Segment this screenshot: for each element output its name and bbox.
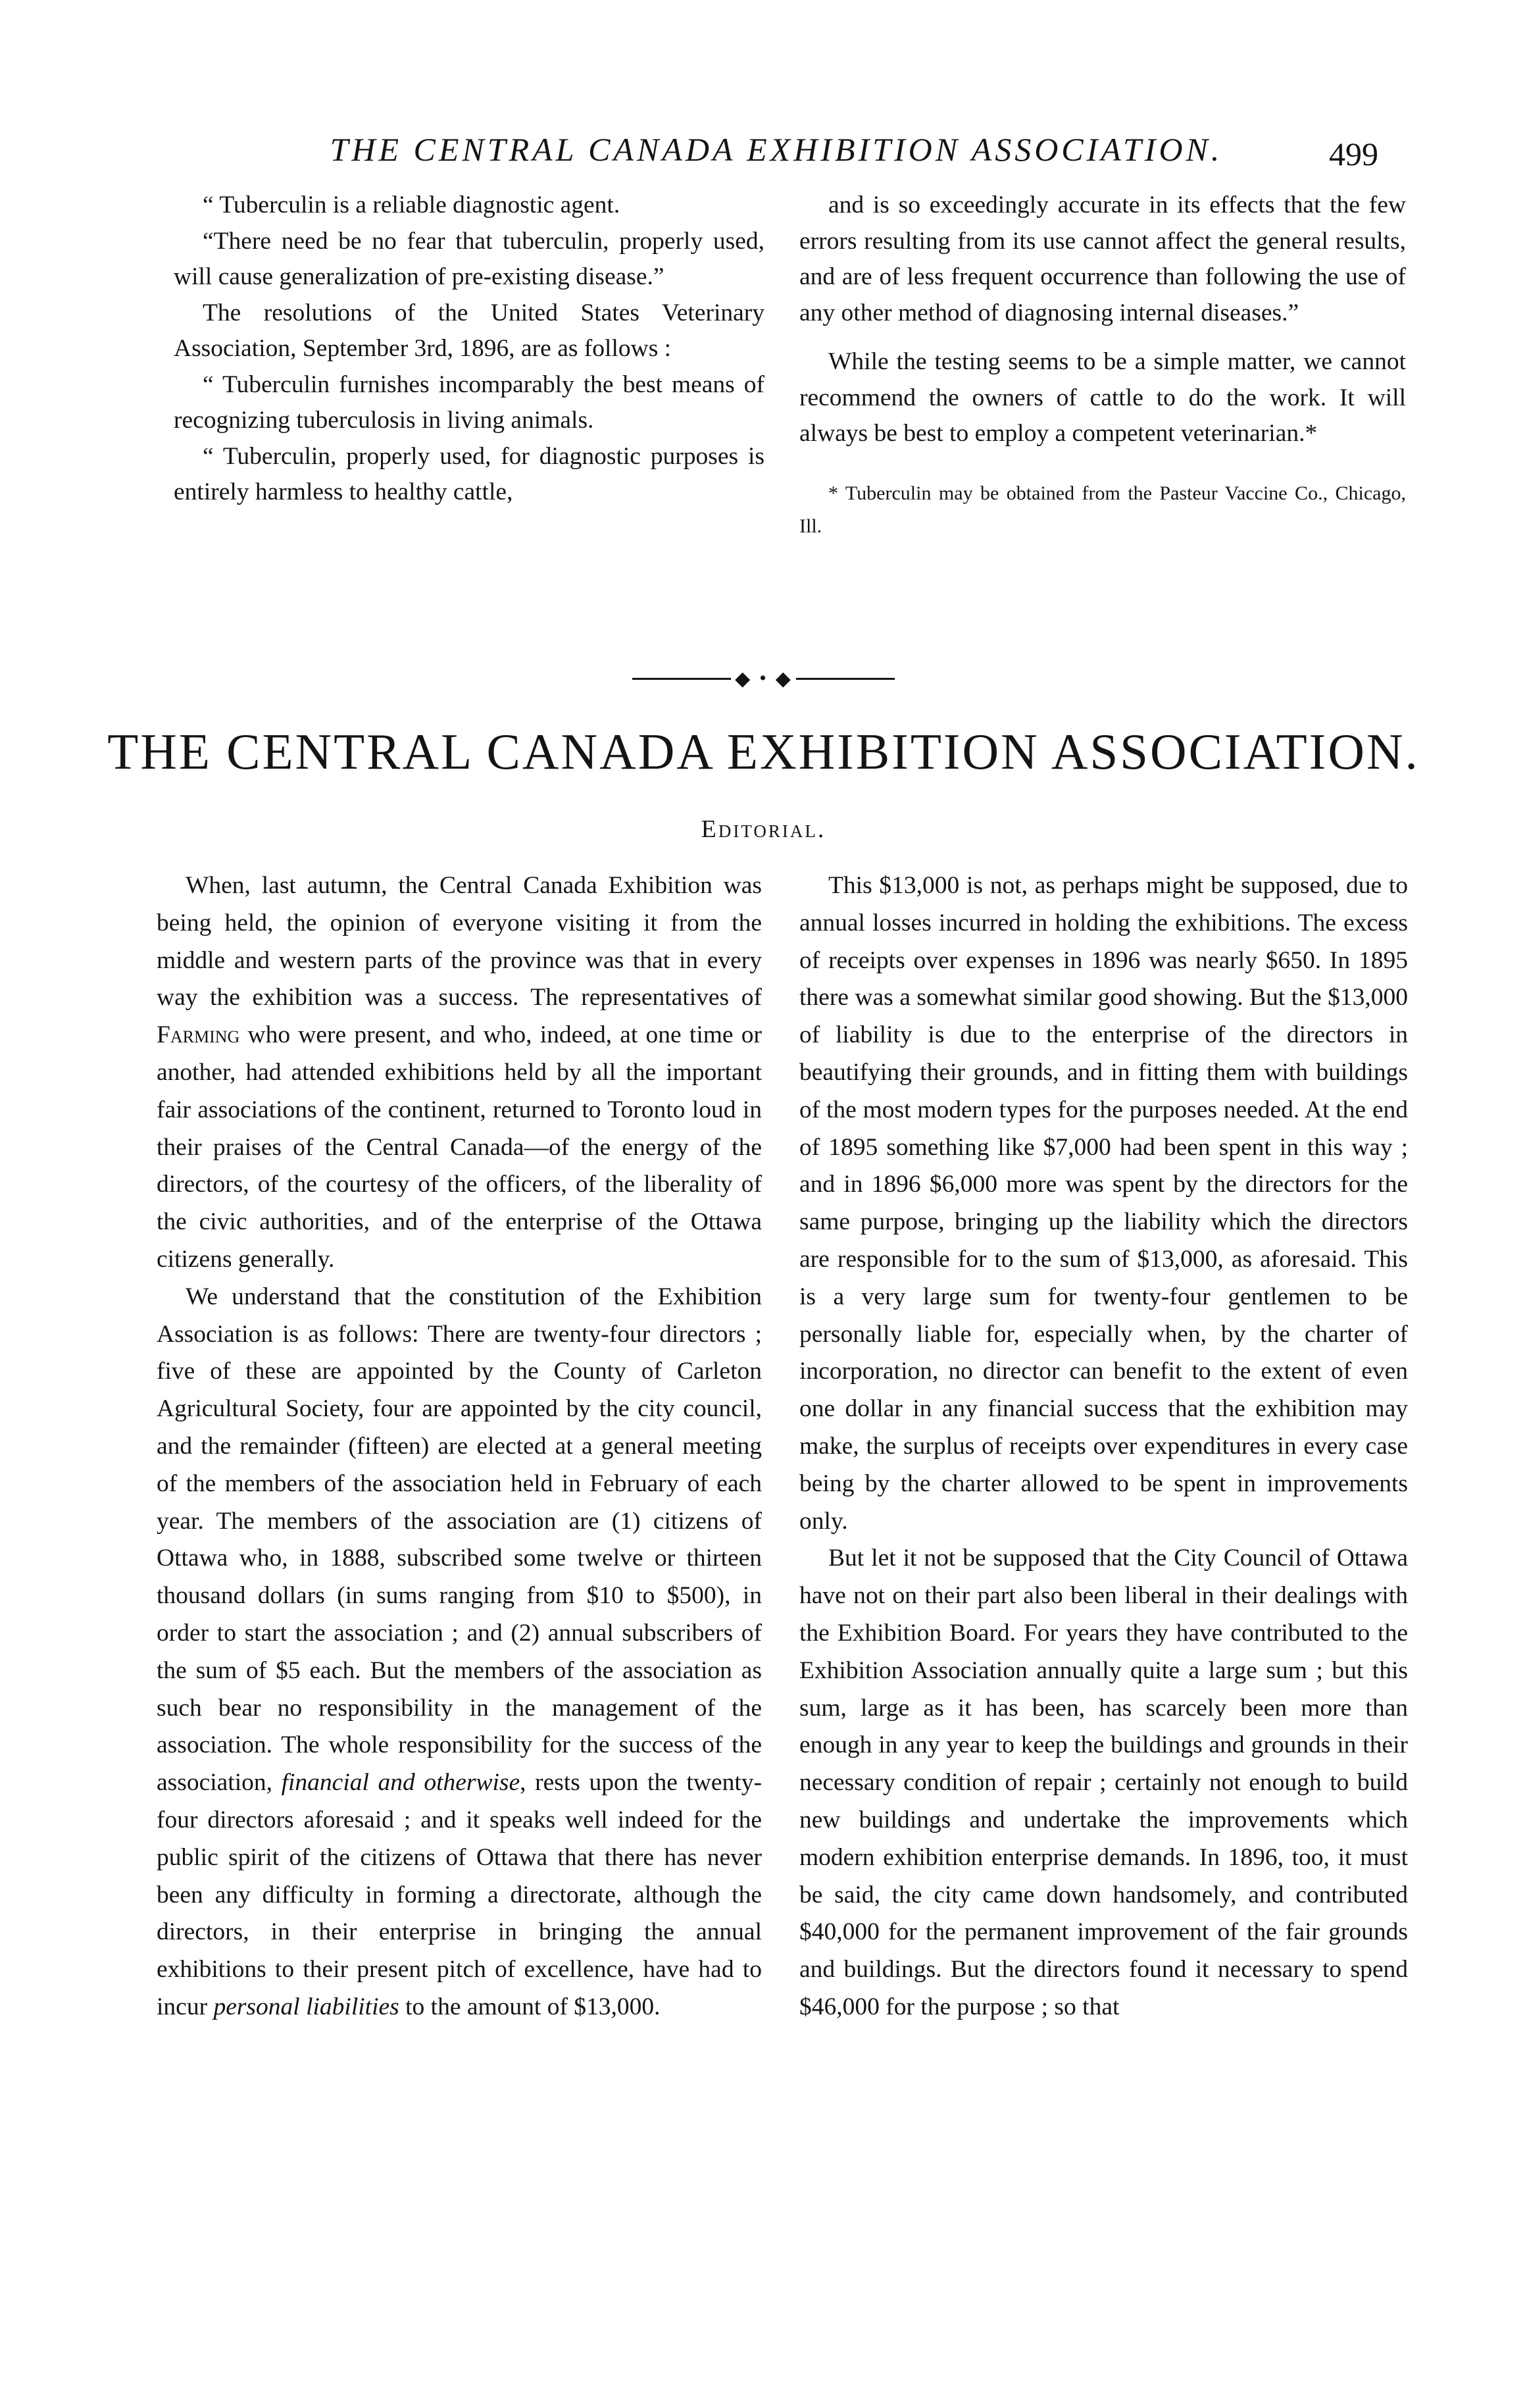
page-number: 499 — [1329, 136, 1378, 172]
diamond-icon: ◆ — [735, 667, 752, 690]
italic-text: financial and otherwise — [281, 1769, 520, 1797]
text-run: who were present, and who, indeed, at one time or another, had attended exhibitions held by all the important fair associations of the continent, returned to Toronto loud in their praises of the Central Canada—of the energy of the directors, of the courtesy of the officers, of the liberality of the civic authorities, and of the enterprise of the Ottawa citizens generally. — [157, 1021, 762, 1273]
text-run: When, last autumn, the Central Canada Exhibition was being held, the opinion of everyone visiting it from the middle and western parts of the province was that in every way the exhibition was a success. The representatives of — [157, 872, 762, 1012]
main-left-column — [157, 867, 762, 2026]
section-label: Editorial. — [701, 815, 826, 843]
paragraph: “ Tuberculin is a reliable diagnostic agent. — [203, 192, 620, 218]
paragraph: “ Tuberculin furnishes incomparably the best means of recognizing tuberculosis in living animals. — [174, 371, 764, 434]
paragraph: “ Tuberculin, properly used, for diagnostic purposes is entirely harmless to healthy cattle, — [174, 442, 764, 505]
paragraph: While the testing seems to be a simple matter, we cannot recommend the owners of cattle to do the work. It will always be best to employ a competent veterinarian.* — [799, 348, 1406, 447]
text-run: , rests upon the twenty-four directors aforesaid ; and it speaks well indeed for the public spirit of the citizens of Ottawa that there has never been any difficulty in forming a directorate, although the directors, in their enterprise in bringing the annual exhibitions to their present pitch of excellence, have had to incur — [157, 1769, 762, 2020]
publication-name: Farming — [157, 1021, 240, 1049]
divider-line — [796, 678, 895, 680]
article-title: THE CENTRAL CANADA EXHIBITION ASSOCIATION. — [107, 723, 1420, 780]
divider-line — [632, 678, 731, 680]
dot-ornament: • — [759, 667, 768, 690]
paragraph: This $13,000 is not, as perhaps might be supposed, due to annual losses incurred in holding the exhibitions. The excess of receipts over expenses in 1896 was nearly $650. In 1895 there was a somewhat similar good showing. But the $13,000 of liability is due to the enterprise of the directors in beautifying their grounds, and in fitting them with buildings of the most modern types for the purposes needed. At the end of 1895 something like $7,000 had been spent in this way ; and in 1896 $6,000 more was spent by the directors for the same purpose, bringing up the liability which the directors are responsible for to the sum of $13,000, as aforesaid. This is a very large sum for twenty-four gentlemen to be personally liable for, especially when, by the charter of incorporation, no director can benefit to the extent of even one dollar in any financial success that the exhibition may make, the surplus of receipts over expenditures in every case being by the charter allowed to be spent in improvements only. — [799, 872, 1408, 1535]
paragraph — [157, 1279, 762, 2026]
paragraph — [157, 867, 762, 1279]
diamond-icon: ◆ — [775, 667, 792, 690]
text-run: We understand that the constitution of the Exhibition Association is as follows: There are twenty-four directors ; five of these are appointed by the County of Carleton Agricultural Society, four are appointed by the city council, and the remainder (fifteen) are elected at a general meeting of the members of the association held in February of each year. The members of the association are (1) citizens of Ottawa who, in 1888, subscribed some twelve or thirteen thousand dollars (in sums ranging from $10 to $500), in order to start the association ; and (2) annual subscribers of the sum of $5 each. But the members of the association as such bear no responsibility in the management of the association. The whole responsibility for the success of the association, — [157, 1283, 762, 1797]
paragraph: But let it not be supposed that the City Council of Ottawa have not on their part also been liberal in their dealings with the Exhibition Board. For years they have contributed to the Exhibition Association annually quite a large sum ; but this sum, large as it has been, has scarcely been more than enough in any year to keep the buildings and grounds in their necessary condition of repair ; certainly not enough to build new buildings and undertake the improvements which modern exhibition enterprise demands. In 1896, too, it must be said, the city came down handsomely, and contributed $40,000 for the permanent improvement of the fair grounds and buildings. But the directors found it necessary to spend $46,000 for the purpose ; so that — [799, 1545, 1408, 2020]
top-left-column — [174, 188, 764, 511]
text-run: to the amount of $13,000. — [399, 1993, 661, 2020]
main-right-column — [799, 867, 1408, 2026]
paragraph: and is so exceedingly accurate in its effects that the few errors resulting from its use cannot affect the general results, and are of less frequent occurrence than following the use of any other method of diagnosing internal diseases.” — [799, 192, 1406, 326]
italic-text: personal liabilities — [213, 1993, 399, 2020]
running-header: THE CENTRAL CANADA EXHIBITION ASSOCIATION. — [330, 131, 1223, 168]
paragraph: The resolutions of the United States Veterinary Association, September 3rd, 1896, are as follows : — [174, 299, 764, 362]
top-right-column — [799, 188, 1406, 543]
footnote: * Tuberculin may be obtained from the Pasteur Vaccine Co., Chicago, Ill. — [799, 482, 1406, 537]
paragraph: “There need be no fear that tuberculin, properly used, will cause generalization of pre-existing disease.” — [174, 227, 764, 290]
section-divider-ornament — [0, 666, 1527, 690]
